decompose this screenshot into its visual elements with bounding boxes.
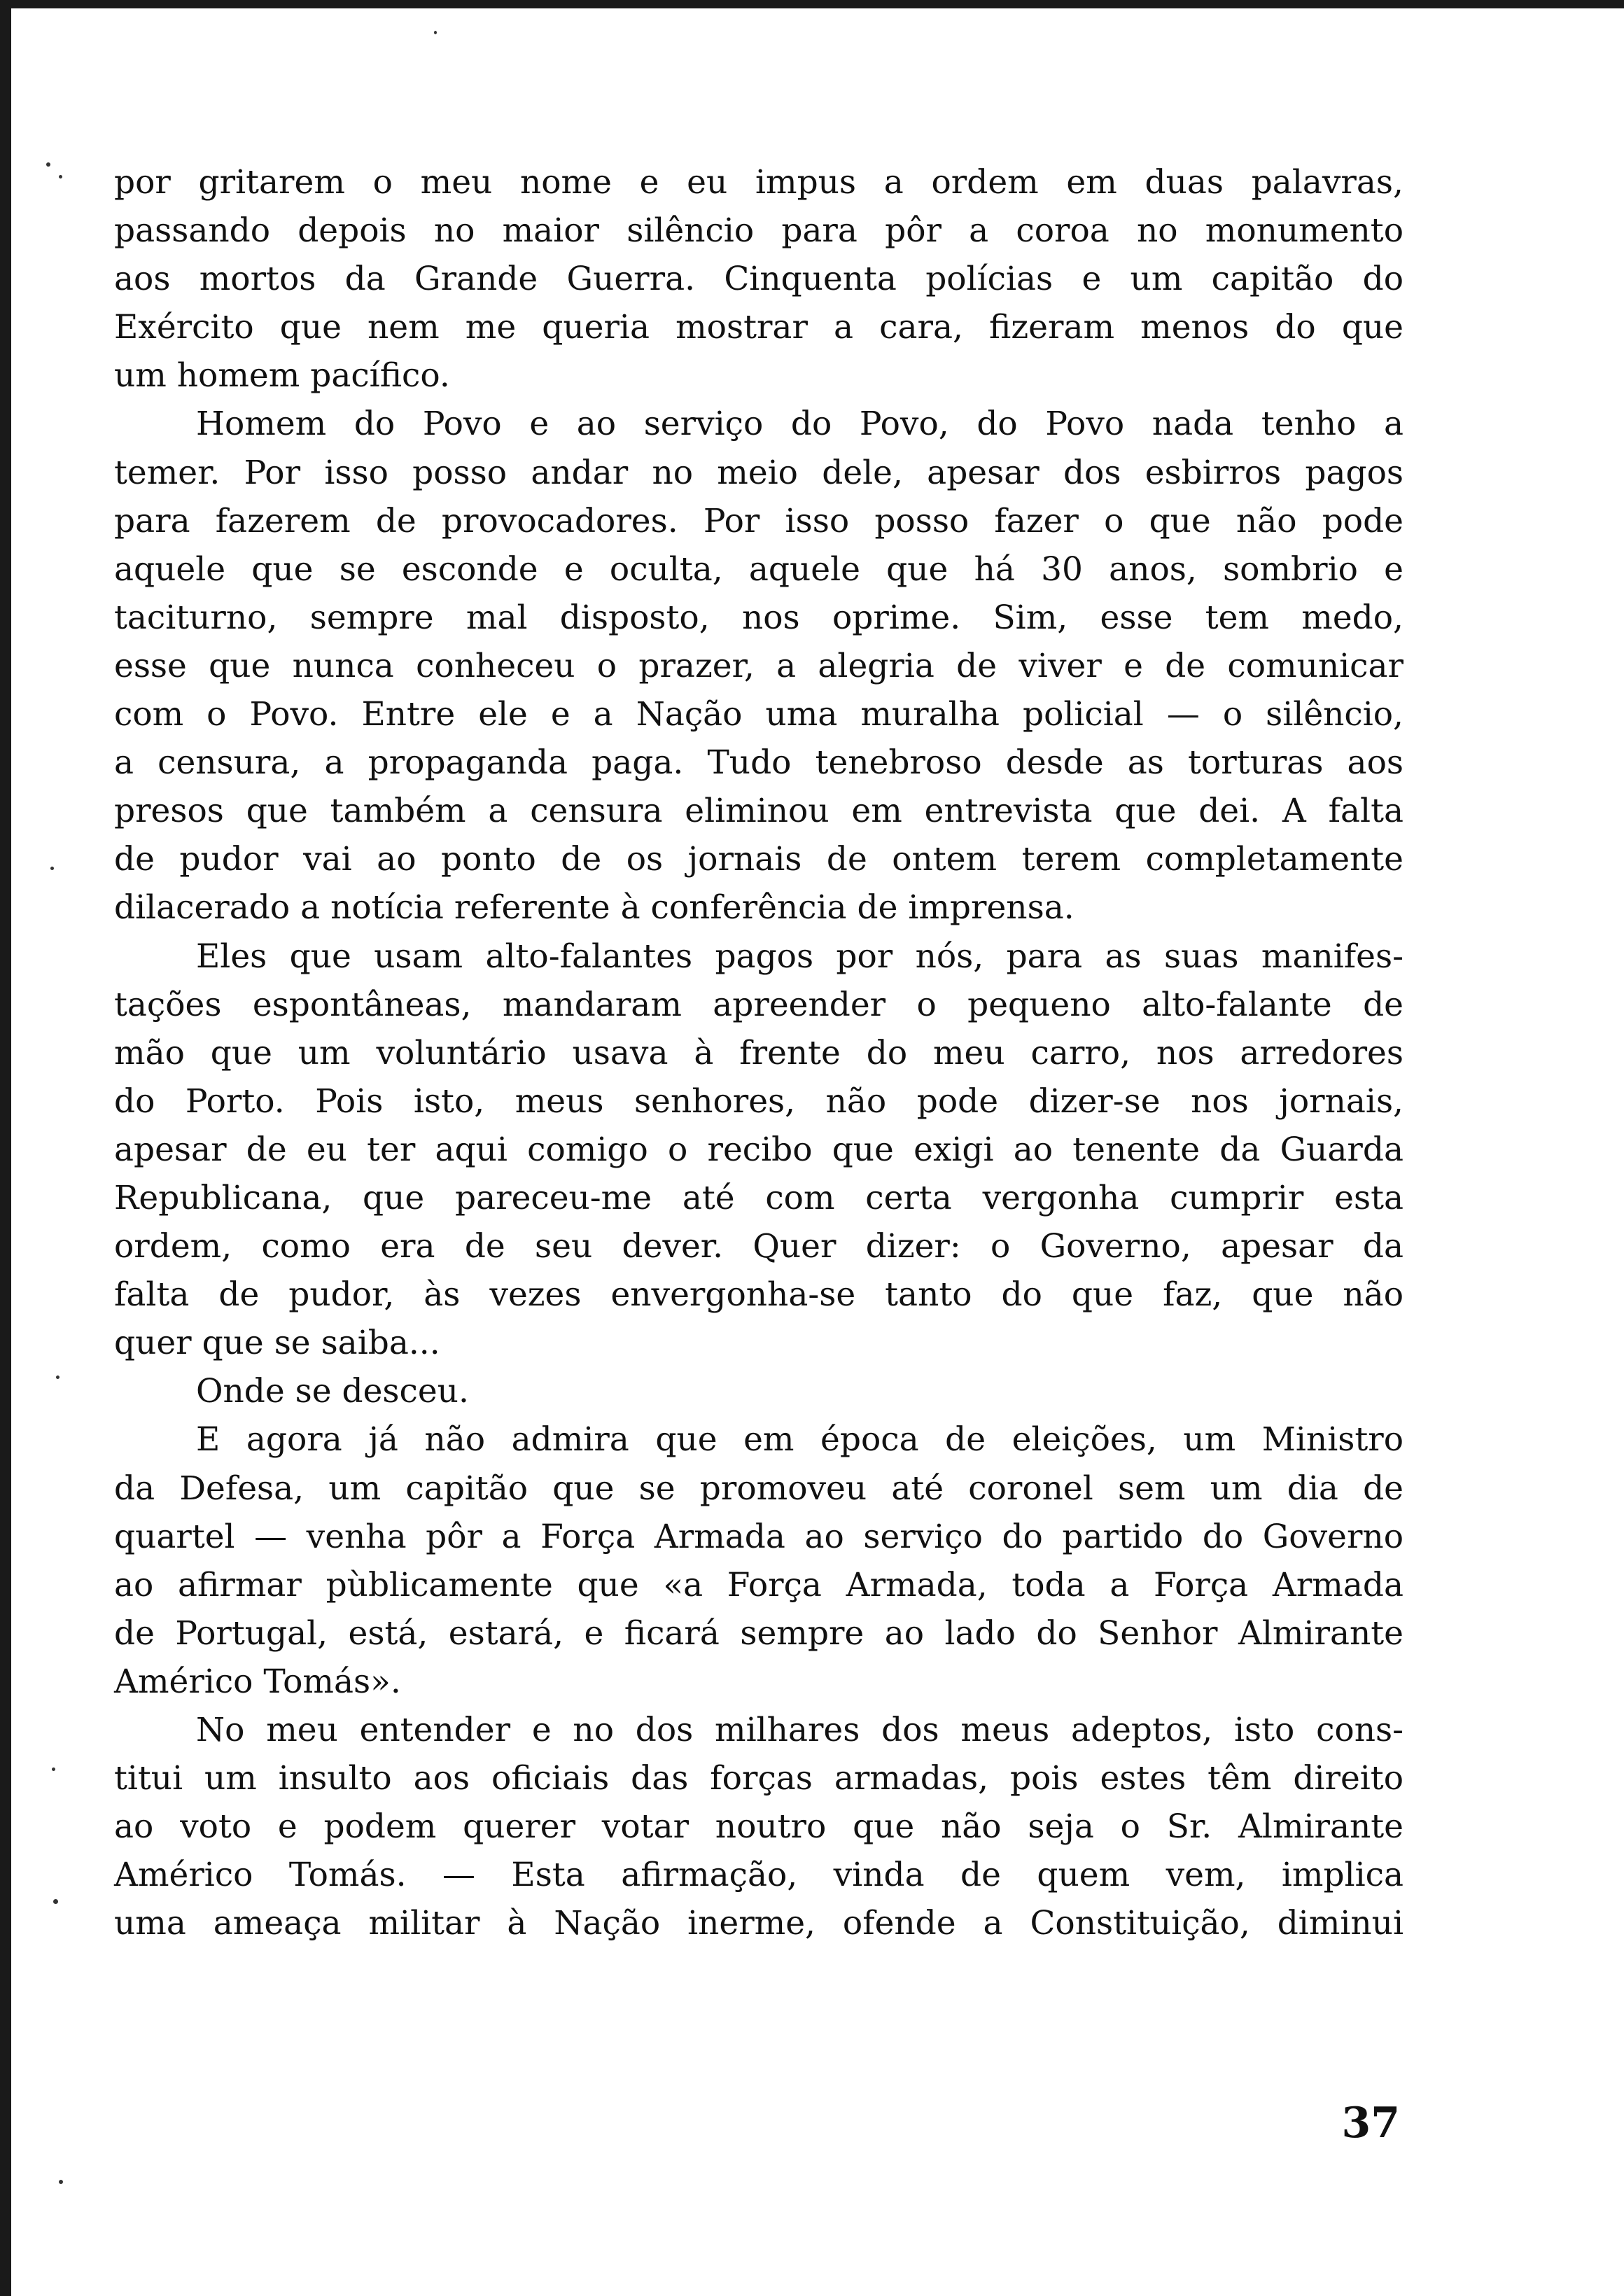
text-line: uma ameaça militar à Nação inerme, ofende a Constituição, diminui — [114, 1904, 1404, 1943]
text-line: mão que um voluntário usava à frente do meu carro, nos arredores — [114, 1033, 1404, 1072]
text-line: dilacerado a notícia referente à conferência de imprensa. — [114, 888, 1074, 927]
text-line: aquele que se esconde e oculta, aquele que há 30 anos, sombrio e — [114, 550, 1404, 589]
scan-speck — [59, 175, 62, 178]
text-line: por gritarem o meu nome e eu impus a ordem em duas palavras, — [114, 163, 1404, 202]
text-line: do Porto. Pois isto, meus senhores, não pode dizer-se nos jornais, — [114, 1082, 1404, 1121]
text-line: de Portugal, está, estará, e ficará sempre ao lado do Senhor Almirante — [114, 1614, 1404, 1653]
text-line: para fazerem de provocadores. Por isso posso fazer o que não pode — [114, 501, 1404, 540]
text-line: Onde se desceu. — [196, 1372, 469, 1411]
text-line: Exército que nem me queria mostrar a cara, fizeram menos do que — [114, 308, 1404, 347]
text-line: com o Povo. Entre ele e a Nação uma muralha policial — o silêncio, — [114, 695, 1404, 734]
scan-speck — [59, 2180, 63, 2184]
scan-speck — [50, 867, 54, 870]
text-line: da Defesa, um capitão que se promoveu até coronel sem um dia de — [114, 1469, 1404, 1508]
text-line: ao voto e podem querer votar noutro que não seja o Sr. Almirante — [114, 1807, 1404, 1847]
text-line: titui um insulto aos oficiais das forças armadas, pois estes têm direito — [114, 1759, 1404, 1798]
text-line: taciturno, sempre mal disposto, nos oprime. Sim, esse tem medo, — [114, 598, 1404, 637]
page-number: 37 — [1341, 2099, 1400, 2148]
body-text — [114, 158, 1404, 1947]
text-line: Eles que usam alto-falantes pagos por nós, para as suas manifes- — [196, 937, 1404, 976]
text-line: E agora já não admira que em época de eleições, um Ministro — [196, 1420, 1404, 1460]
text-line: tações espontâneas, mandaram apreender o pequeno alto-falante de — [114, 985, 1404, 1024]
text-line: temer. Por isso posso andar no meio dele, apesar dos esbirros pagos — [114, 453, 1404, 492]
text-line: quartel — venha pôr a Força Armada ao serviço do partido do Governo — [114, 1517, 1404, 1556]
text-line: a censura, a propaganda paga. Tudo tenebroso desde as torturas aos — [114, 743, 1404, 783]
text-line: presos que também a censura eliminou em entrevista que dei. A falta — [114, 792, 1404, 831]
text-line: Homem do Povo e ao serviço do Povo, do Povo nada tenho a — [196, 405, 1404, 444]
text-line: ao afirmar pùblicamente que «a Força Armada, toda a Força Armada — [114, 1565, 1404, 1604]
scan-speck — [53, 1899, 58, 1904]
text-line: apesar de eu ter aqui comigo o recibo que exigi ao tenente da Guarda — [114, 1130, 1404, 1169]
text-line: quer que se saiba... — [114, 1324, 440, 1363]
text-line: ordem, como era de seu dever. Quer dizer: o Governo, apesar da — [114, 1227, 1404, 1266]
page-frame-left-edge — [0, 0, 11, 2296]
text-line: de pudor vai ao ponto de os jornais de ontem terem completamente — [114, 840, 1404, 879]
text-line: aos mortos da Grande Guerra. Cinquenta polícias e um capitão do — [114, 260, 1404, 299]
scan-speck — [52, 1768, 55, 1771]
scan-speck — [46, 162, 50, 167]
text-line: esse que nunca conheceu o prazer, a alegria de viver e de comunicar — [114, 646, 1404, 685]
page-frame-top-edge — [0, 0, 1624, 8]
scan-speck — [56, 1376, 59, 1379]
text-line: passando depois no maior silêncio para pôr a coroa no monumento — [114, 211, 1404, 251]
text-line: No meu entender e no dos milhares dos meus adeptos, isto cons- — [196, 1711, 1404, 1749]
text-line: Américo Tomás». — [114, 1662, 401, 1701]
text-line: Américo Tomás. — Esta afirmação, vinda de quem vem, implica — [114, 1856, 1404, 1895]
text-line: falta de pudor, às vezes envergonha-se tanto do que faz, que não — [114, 1275, 1404, 1315]
scan-speck — [434, 31, 437, 34]
text-line: um homem pacífico. — [114, 356, 450, 396]
text-line: Republicana, que pareceu-me até com certa vergonha cumprir esta — [114, 1178, 1404, 1217]
